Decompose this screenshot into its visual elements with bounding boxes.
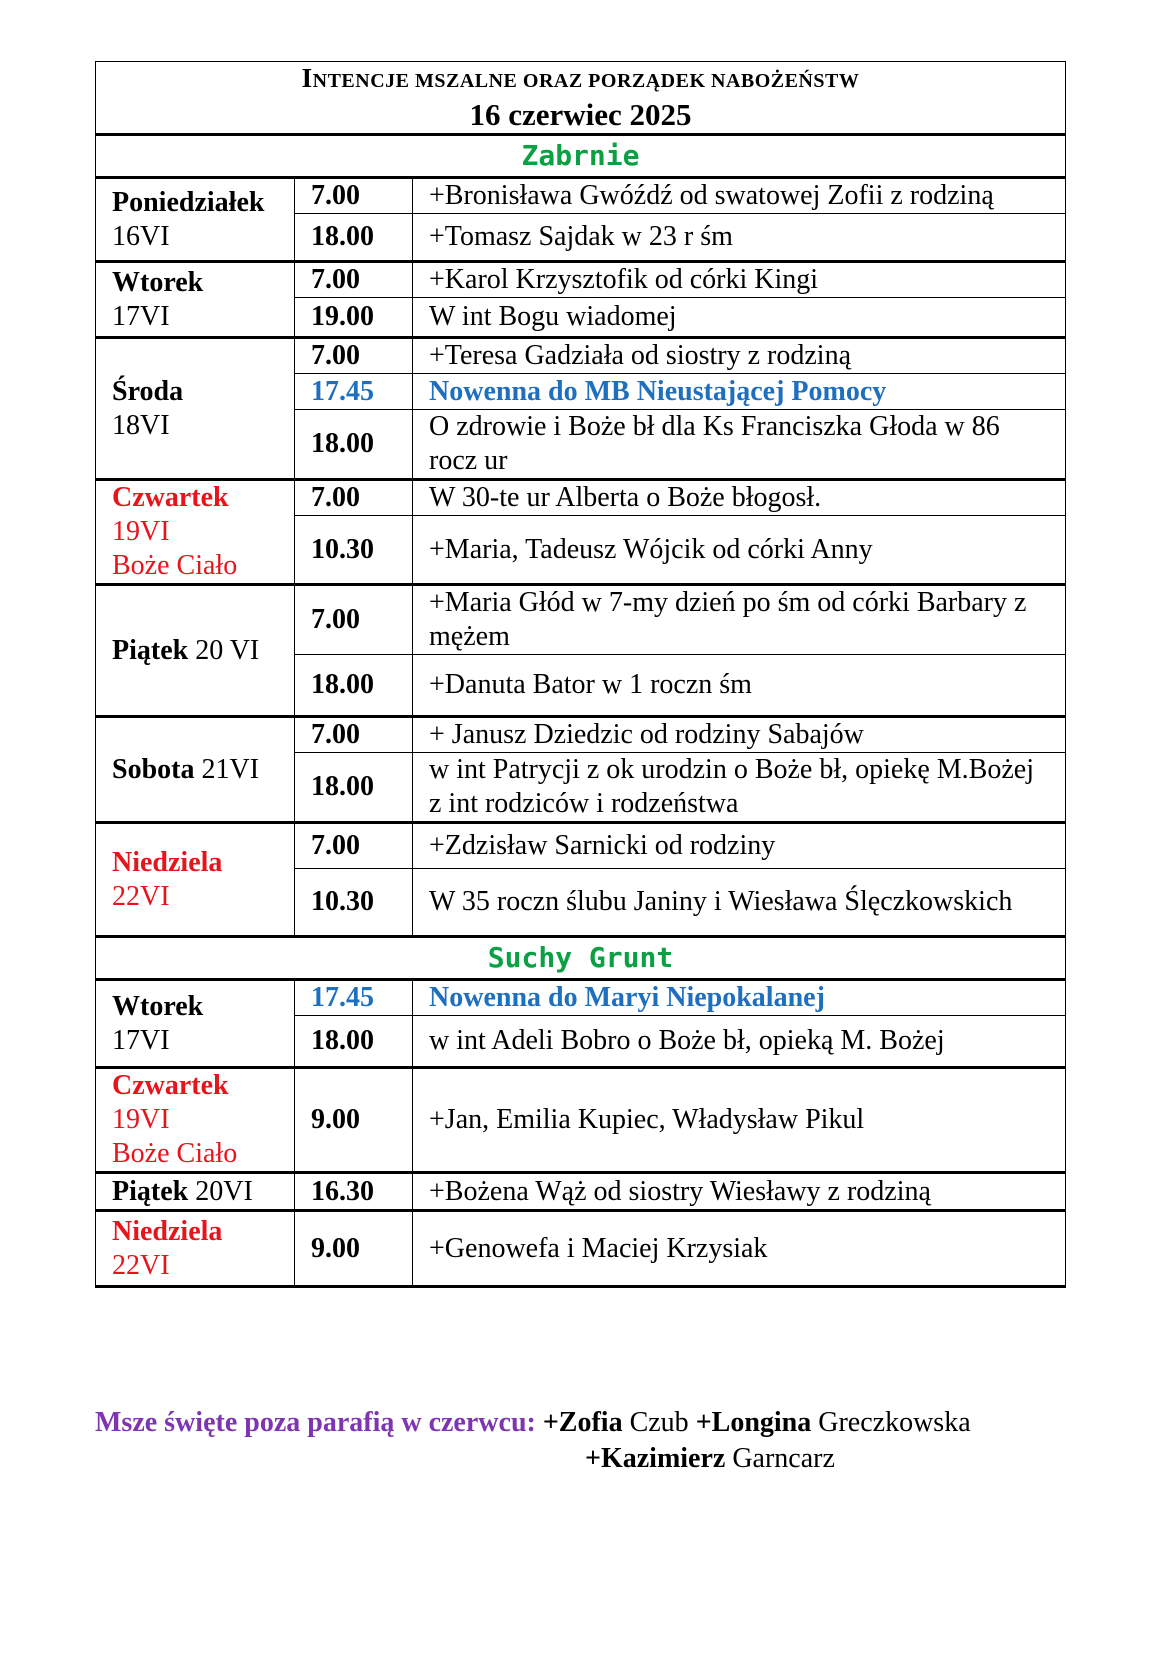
mass-intention: W 30-te ur Alberta o Boże błogosł. bbox=[413, 480, 1066, 516]
day-name: Czwartek bbox=[112, 482, 229, 513]
mass-time: 9.00 bbox=[295, 1068, 413, 1173]
mass-time: 18.00 bbox=[295, 655, 413, 717]
day-cell bbox=[96, 1068, 295, 1173]
mass-row bbox=[96, 178, 1066, 214]
mass-intention: O zdrowie i Boże bł dla Ks Franciszka Głoda w 86 rocz ur bbox=[413, 410, 1066, 480]
day-name: Piątek bbox=[112, 634, 189, 666]
mass-row bbox=[96, 1211, 1066, 1287]
day-name: Sobota bbox=[112, 753, 195, 785]
mass-intention: +Maria, Tadeusz Wójcik od córki Anny bbox=[413, 516, 1066, 585]
mass-intention: +Bronisława Gwóźdź od swatowej Zofii z rodziną bbox=[413, 178, 1066, 214]
day-date: 21VI bbox=[201, 753, 260, 785]
mass-row bbox=[96, 980, 1066, 1016]
day-cell bbox=[96, 262, 295, 338]
mass-row bbox=[96, 823, 1066, 869]
section-row bbox=[96, 937, 1066, 980]
day-name: Wtorek bbox=[112, 266, 204, 298]
footer-name-first: +Kazimierz bbox=[585, 1443, 726, 1474]
mass-time: 10.30 bbox=[295, 869, 413, 937]
day-name: Niedziela bbox=[112, 1215, 223, 1247]
day-name: Poniedziałek bbox=[112, 186, 265, 218]
mass-intention: +Tomasz Sajdak w 23 r śm bbox=[413, 214, 1066, 262]
mass-time: 7.00 bbox=[295, 823, 413, 869]
mass-intention: +Teresa Gadziała od siostry z rodziną bbox=[413, 338, 1066, 374]
mass-intention: Nowenna do Maryi Niepokalanej bbox=[413, 980, 1066, 1016]
footer-label: Msze święte poza parafią w czerwcu: bbox=[95, 1407, 536, 1438]
document-header bbox=[96, 62, 1066, 135]
footer-name-last: Greczkowska bbox=[818, 1407, 971, 1438]
day-date: 18VI bbox=[112, 409, 170, 441]
mass-row bbox=[96, 1068, 1066, 1173]
mass-intention: +Karol Krzysztofik od córki Kingi bbox=[413, 262, 1066, 298]
day-cell bbox=[96, 338, 295, 480]
mass-time: 16.30 bbox=[295, 1173, 413, 1211]
mass-row bbox=[96, 585, 1066, 655]
footer-line-1 bbox=[95, 1405, 1095, 1441]
footer-line-2 bbox=[95, 1441, 1095, 1477]
footer-name-last: Garncarz bbox=[732, 1443, 835, 1474]
mass-intention: Nowenna do MB Nieustającej Pomocy bbox=[413, 374, 1066, 410]
day-cell bbox=[96, 980, 295, 1068]
schedule-table bbox=[95, 61, 1066, 1288]
mass-time: 18.00 bbox=[295, 753, 413, 823]
section-name: Zabrnie bbox=[96, 135, 1066, 178]
mass-intention: W 35 roczn ślubu Janiny i Wiesława Ślęczkowskich bbox=[413, 869, 1066, 937]
mass-row bbox=[96, 717, 1066, 753]
mass-intention: +Maria Głód w 7-my dzień po śm od córki Barbary z mężem bbox=[413, 585, 1066, 655]
title-initial: I bbox=[301, 63, 313, 93]
mass-time: 7.00 bbox=[295, 262, 413, 298]
mass-time: 17.45 bbox=[295, 374, 413, 410]
day-name: Środa bbox=[112, 375, 184, 407]
day-cell bbox=[96, 1173, 295, 1211]
mass-time: 7.00 bbox=[295, 585, 413, 655]
day-name: Wtorek bbox=[112, 990, 204, 1022]
day-date: 20 VI bbox=[195, 634, 260, 666]
footer-name-first: +Zofia bbox=[542, 1407, 623, 1438]
day-cell bbox=[96, 585, 295, 717]
section-row bbox=[96, 135, 1066, 178]
mass-row bbox=[96, 338, 1066, 374]
mass-intention: +Bożena Wąż od siostry Wiesławy z rodziną bbox=[413, 1173, 1066, 1211]
feast-name: Boże Ciało bbox=[112, 550, 238, 581]
day-cell bbox=[96, 480, 295, 585]
mass-intention: w int Patrycji z ok urodzin o Boże bł, opiekę M.Bożej z int rodziców i rodzeństwa bbox=[413, 753, 1066, 823]
mass-time: 18.00 bbox=[295, 410, 413, 480]
mass-intention: +Zdzisław Sarnicki od rodziny bbox=[413, 823, 1066, 869]
mass-time: 19.00 bbox=[295, 298, 413, 338]
day-cell bbox=[96, 178, 295, 262]
day-date: 20VI bbox=[195, 1175, 253, 1207]
section-name: Suchy Grunt bbox=[96, 937, 1066, 980]
mass-intention: W int Bogu wiadomej bbox=[413, 298, 1066, 338]
day-cell bbox=[96, 717, 295, 823]
mass-time: 17.45 bbox=[295, 980, 413, 1016]
mass-intention: +Danuta Bator w 1 roczn śm bbox=[413, 655, 1066, 717]
mass-time: 7.00 bbox=[295, 178, 413, 214]
mass-row bbox=[96, 1173, 1066, 1211]
day-date: 16VI bbox=[112, 220, 170, 252]
day-name: Niedziela bbox=[112, 846, 223, 878]
mass-row bbox=[96, 262, 1066, 298]
mass-time: 7.00 bbox=[295, 717, 413, 753]
document-date: 16 czerwiec 2025 bbox=[469, 97, 692, 132]
mass-time: 18.00 bbox=[295, 1016, 413, 1068]
day-name: Czwartek bbox=[112, 1070, 229, 1101]
day-cell bbox=[96, 1211, 295, 1287]
day-date: 19VI bbox=[112, 516, 170, 547]
day-date: 19VI bbox=[112, 1104, 170, 1135]
mass-time: 7.00 bbox=[295, 480, 413, 516]
document-title bbox=[112, 62, 1049, 97]
mass-time: 18.00 bbox=[295, 214, 413, 262]
mass-intention: + Janusz Dziedzic od rodziny Sabajów bbox=[413, 717, 1066, 753]
day-date: 17VI bbox=[112, 300, 170, 332]
mass-time: 10.30 bbox=[295, 516, 413, 585]
footer-name-last: Czub bbox=[629, 1407, 689, 1438]
mass-intention: w int Adeli Bobro o Boże bł, opieką M. Bożej bbox=[413, 1016, 1066, 1068]
day-date: 22VI bbox=[112, 880, 170, 912]
mass-intention: +Jan, Emilia Kupiec, Władysław Pikul bbox=[413, 1068, 1066, 1173]
feast-name: Boże Ciało bbox=[112, 1138, 238, 1169]
day-date: 17VI bbox=[112, 1024, 170, 1056]
footer-name-first: +Longina bbox=[695, 1407, 812, 1438]
day-name: Piątek bbox=[112, 1175, 189, 1207]
day-cell bbox=[96, 823, 295, 937]
footer-note bbox=[95, 1405, 1095, 1477]
mass-time: 9.00 bbox=[295, 1211, 413, 1287]
mass-intention: +Genowefa i Maciej Krzysiak bbox=[413, 1211, 1066, 1287]
mass-row bbox=[96, 480, 1066, 516]
day-date: 22VI bbox=[112, 1249, 170, 1281]
title-rest: NTENCJE MSZALNE ORAZ PORZĄDEK NABOŻEŃSTW bbox=[312, 70, 860, 92]
mass-time: 7.00 bbox=[295, 338, 413, 374]
